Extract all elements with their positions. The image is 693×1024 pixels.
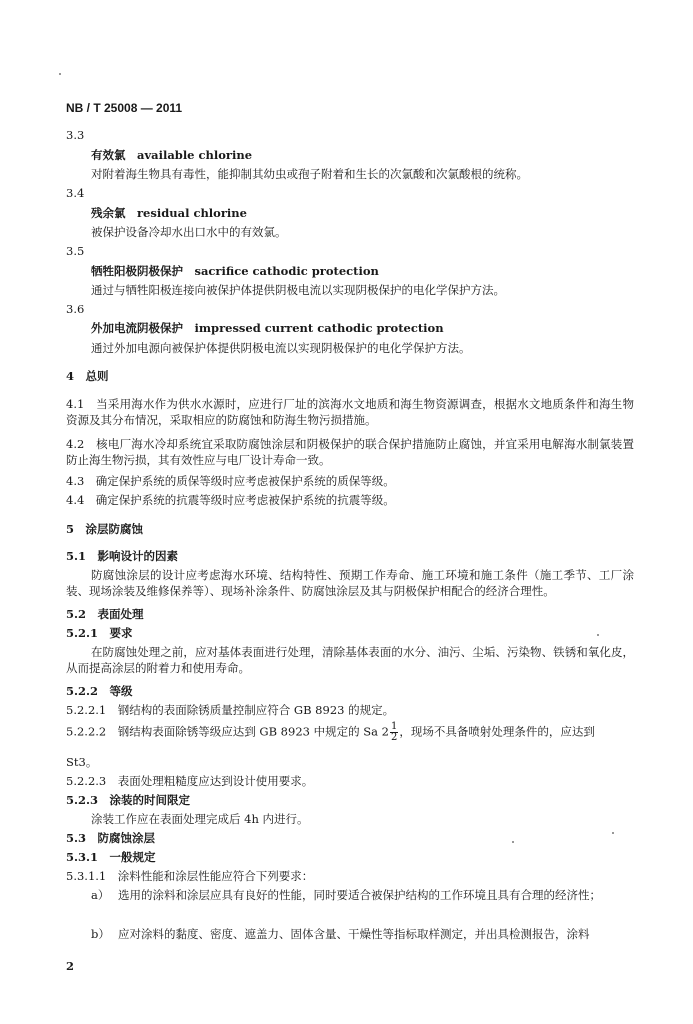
term-definition: 通过外加电源向被保护体提供阴极电流以实现阴极保护的电化学保护方法。 <box>91 341 471 355</box>
term-title <box>91 263 379 279</box>
term-chinese: 外加电流阴极保护 <box>91 321 183 335</box>
term-number: 3.3 <box>66 128 85 142</box>
term-chinese: 有效氯 <box>91 148 126 162</box>
scan-speck <box>612 832 614 834</box>
term-title <box>91 147 252 163</box>
list-marker: b） <box>91 927 110 941</box>
list-item: 选用的涂料和涂层应具有良好的性能，同时要适合被保护结构的工作环境且具有合理的经济性； <box>118 888 601 902</box>
clause-5-1-text: 防腐蚀涂层的设计应考虑海水环境、结构特性、预期工作寿命、施工环境和施工条件（施工季节、工厂涂装、现场涂装及维修保养等）、现场补涂条件、防腐蚀涂层及其与阴极保护相配合的经济合理性。 <box>66 568 634 598</box>
subsection-heading: 5.2.1 要求 <box>66 626 133 640</box>
subsection-heading: 5.2.2 等级 <box>66 684 133 698</box>
clause-5-2-1-text: 在防腐蚀处理之前，应对基体表面进行处理，清除基体表面的水分、油污、尘垢、污染物、铁锈和氧化皮，从而提高涂层的附着力和使用寿命。 <box>66 645 634 675</box>
subsection-heading: 5.3 防腐蚀涂层 <box>66 831 156 845</box>
subsection-heading: 5.1 影响设计的因素 <box>66 549 179 563</box>
term-definition: 被保护设备冷却水出口水中的有效氯。 <box>91 225 287 239</box>
section-heading: 4 总则 <box>66 369 109 383</box>
scan-speck <box>59 73 61 75</box>
scan-speck <box>597 634 599 636</box>
clause-4-3: 4.3 确定保护系统的质保等级时应考虑被保护系统的质保等级。 <box>66 474 395 488</box>
fraction-numerator: 1 <box>390 721 398 732</box>
clause-5-2-2-2 <box>66 722 595 743</box>
clause-5-3-1-1: 5.3.1.1 涂料性能和涂层性能应符合下列要求： <box>66 869 314 883</box>
clause-5-2-2-1: 5.2.2.1 钢结构的表面除锈质量控制应符合 GB 8923 的规定。 <box>66 703 395 717</box>
clause-5-2-2-2-cont: St3。 <box>66 755 98 769</box>
term-english: sacrifice cathodic protection <box>194 264 379 278</box>
clause-4-1: 4.1 当采用海水作为供水水源时，应进行厂址的滨海水文地质和海生物资源调查，根据水文地质条件和海生物资源及其分布情况，采取相应的防腐蚀和防海生物污损措施。 <box>66 397 634 427</box>
page-number: 2 <box>66 959 75 973</box>
term-title <box>91 205 247 221</box>
list-item: 应对涂料的黏度、密度、遮盖力、固体含量、干燥性等指标取样测定，并出具检测报告，涂料 <box>118 927 590 941</box>
term-chinese: 牺牲阳极阴极保护 <box>91 264 183 278</box>
term-number: 3.4 <box>66 186 85 200</box>
clause-4-2: 4.2 核电厂海水冷却系统宜采取防腐蚀涂层和阴极保护的联合保护措施防止腐蚀，并宜采用电解海水制氯装置防止海生物污损，其有效性应与电厂设计寿命一致。 <box>66 437 634 467</box>
clause-text: 5.2.2.2 钢结构表面除锈等级应达到 GB 8923 中规定的 Sa 2 <box>66 724 389 739</box>
subsection-heading: 5.2 表面处理 <box>66 607 144 621</box>
term-title <box>91 320 444 336</box>
term-definition: 通过与牺牲阳极连接向被保护体提供阴极电流以实现阴极保护的电化学保护方法。 <box>91 283 505 297</box>
fraction <box>390 722 398 743</box>
fraction-denominator: 2 <box>390 732 398 743</box>
term-chinese: 残余氯 <box>91 206 126 220</box>
term-english: available chlorine <box>137 148 253 162</box>
subsection-heading: 5.3.1 一般规定 <box>66 850 156 864</box>
clause-text: ，现场不具备喷射处理条件的，应达到 <box>399 724 595 739</box>
term-number: 3.5 <box>66 244 85 258</box>
clause-5-2-3-text: 涂装工作应在表面处理完成后 4h 内进行。 <box>91 812 309 826</box>
section-heading: 5 涂层防腐蚀 <box>66 522 144 536</box>
term-definition: 对附着海生物具有毒性，能抑制其幼虫或孢子附着和生长的次氯酸和次氯酸根的统称。 <box>91 167 528 181</box>
document-header: NB / T 25008 — 2011 <box>66 101 183 115</box>
term-english: impressed current cathodic protection <box>194 321 444 335</box>
list-marker: a） <box>91 888 110 902</box>
subsection-heading: 5.2.3 涂装的时间限定 <box>66 793 191 807</box>
clause-4-4: 4.4 确定保护系统的抗震等级时应考虑被保护系统的抗震等级。 <box>66 493 395 507</box>
term-number: 3.6 <box>66 302 85 316</box>
clause-5-2-2-3: 5.2.2.3 表面处理粗糙度应达到设计使用要求。 <box>66 774 314 788</box>
scan-speck <box>512 841 514 843</box>
term-english: residual chlorine <box>137 206 247 220</box>
